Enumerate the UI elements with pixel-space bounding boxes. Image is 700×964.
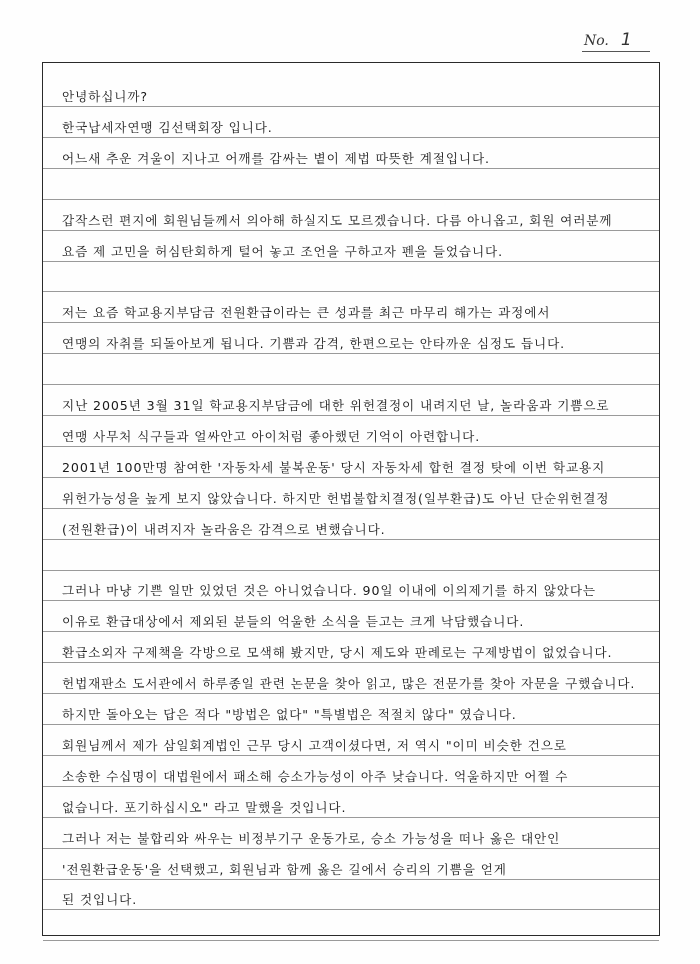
letter-line: 그러나 마냥 기쁜 일만 있었던 것은 아니었습니다. 90일 이내에 이의제기를 하지 않았다는	[62, 583, 596, 599]
rule-line	[43, 570, 659, 571]
rule-line	[43, 786, 659, 787]
rule-line	[43, 230, 659, 231]
page-number	[582, 30, 650, 52]
letter-line: 그러나 저는 불합리와 싸우는 비정부기구 운동가로, 승소 가능성을 떠나 옳은 대안인	[62, 830, 561, 846]
rule-line	[43, 940, 659, 941]
letter-line: 회원님께서 제가 삼일회계법인 근무 당시 고객이셨다면, 저 역시 "이미 비슷한 건으로	[62, 737, 567, 753]
letter-line: (전원환급)이 내려지자 놀라움은 감격으로 변했습니다.	[62, 521, 386, 537]
letter-line: 이유로 환급대상에서 제외된 분들의 억울한 소식을 듣고는 크게 낙담했습니다.	[62, 614, 525, 630]
letter-line: 지난 2005년 3월 31일 학교용지부담금에 대한 위헌결정이 내려지던 날, 놀라움과 기쁨으로	[62, 398, 610, 413]
rule-line	[43, 199, 659, 200]
letter-line: 2001년 100만명 참여한 '자동차세 불복운동' 당시 자동차세 합헌 결정 탓에 이번 학교용지	[62, 459, 606, 475]
letter-line: 환급소외자 구제책을 각방으로 모색해 봤지만, 당시 제도와 판례로는 구제방법이 없었습니다.	[62, 645, 613, 661]
rule-line	[43, 848, 659, 849]
letter-line: 연맹의 자취를 되돌아보게 됩니다. 기쁨과 감격, 한편으로는 안타까운 심정도 듭니다.	[62, 336, 566, 352]
rule-line	[43, 600, 659, 601]
rule-line	[43, 724, 659, 725]
page-number-prefix: No.	[584, 33, 609, 49]
rule-line	[43, 539, 659, 540]
rule-line	[43, 106, 659, 107]
rule-line	[43, 693, 659, 694]
letter-line: 어느새 추운 겨울이 지나고 어깨를 감싸는 볕이 제법 따뜻한 계절입니다.	[62, 150, 490, 166]
rule-line	[43, 909, 659, 910]
rule-line	[43, 168, 659, 169]
letter-line: 연맹 사무처 식구들과 얼싸안고 아이처럼 좋아했던 기억이 아련합니다.	[62, 428, 481, 444]
letter-line: 안녕하십니까?	[62, 89, 148, 104]
rule-line	[43, 353, 659, 354]
letter-line: 요즘 제 고민을 허심탄회하게 털어 놓고 조언을 구하고자 펜을 들었습니다.	[62, 243, 503, 259]
rule-line	[43, 446, 659, 447]
rule-line	[43, 322, 659, 323]
ruled-lines	[43, 63, 659, 935]
rule-line	[43, 137, 659, 138]
rule-line	[43, 817, 659, 818]
rule-line	[43, 631, 659, 632]
letter-line: 하지만 돌아오는 답은 적다 "방법은 없다" "특별법은 적절치 않다" 였습니다.	[62, 707, 517, 722]
letter-line: 저는 요즘 학교용지부담금 전원환급이라는 큰 성과를 최근 마무리 해가는 과정에서	[62, 305, 551, 321]
letter-line: 소송한 수십명이 대법원에서 패소해 승소가능성이 아주 낮습니다. 억울하지만 어쩔 수	[62, 768, 569, 784]
rule-line	[43, 415, 659, 416]
letter-frame	[42, 62, 660, 936]
letter-line: 헌법재판소 도서관에서 하루종일 관련 논문을 찾아 읽고, 많은 전문가를 찾아 자문을 구했습니다.	[62, 676, 636, 692]
letter-line: 된 것입니다.	[62, 892, 138, 908]
letter-line: 위헌가능성을 높게 보지 않았습니다. 하지만 헌법불합치결정(일부환급)도 아닌 단순위헌결정	[62, 490, 610, 506]
rule-line	[43, 508, 659, 509]
rule-line	[43, 261, 659, 262]
rule-line	[43, 662, 659, 663]
page-number-value: 1	[620, 30, 632, 50]
letter-line: 한국납세자연맹 김선택회장 입니다.	[62, 119, 273, 135]
rule-line	[43, 384, 659, 385]
letter-line: 없습니다. 포기하십시오" 라고 말했을 것입니다.	[62, 799, 347, 815]
rule-line	[43, 879, 659, 880]
letter-line: 갑작스런 편지에 회원님들께서 의아해 하실지도 모르겠습니다. 다름 아니옵고, 회원 여러분께	[62, 212, 613, 228]
rule-line	[43, 755, 659, 756]
rule-line	[43, 477, 659, 478]
letter-line: '전원환급운동'을 선택했고, 회원님과 함께 옳은 길에서 승리의 기쁨을 얻게	[62, 861, 507, 877]
rule-line	[43, 291, 659, 292]
